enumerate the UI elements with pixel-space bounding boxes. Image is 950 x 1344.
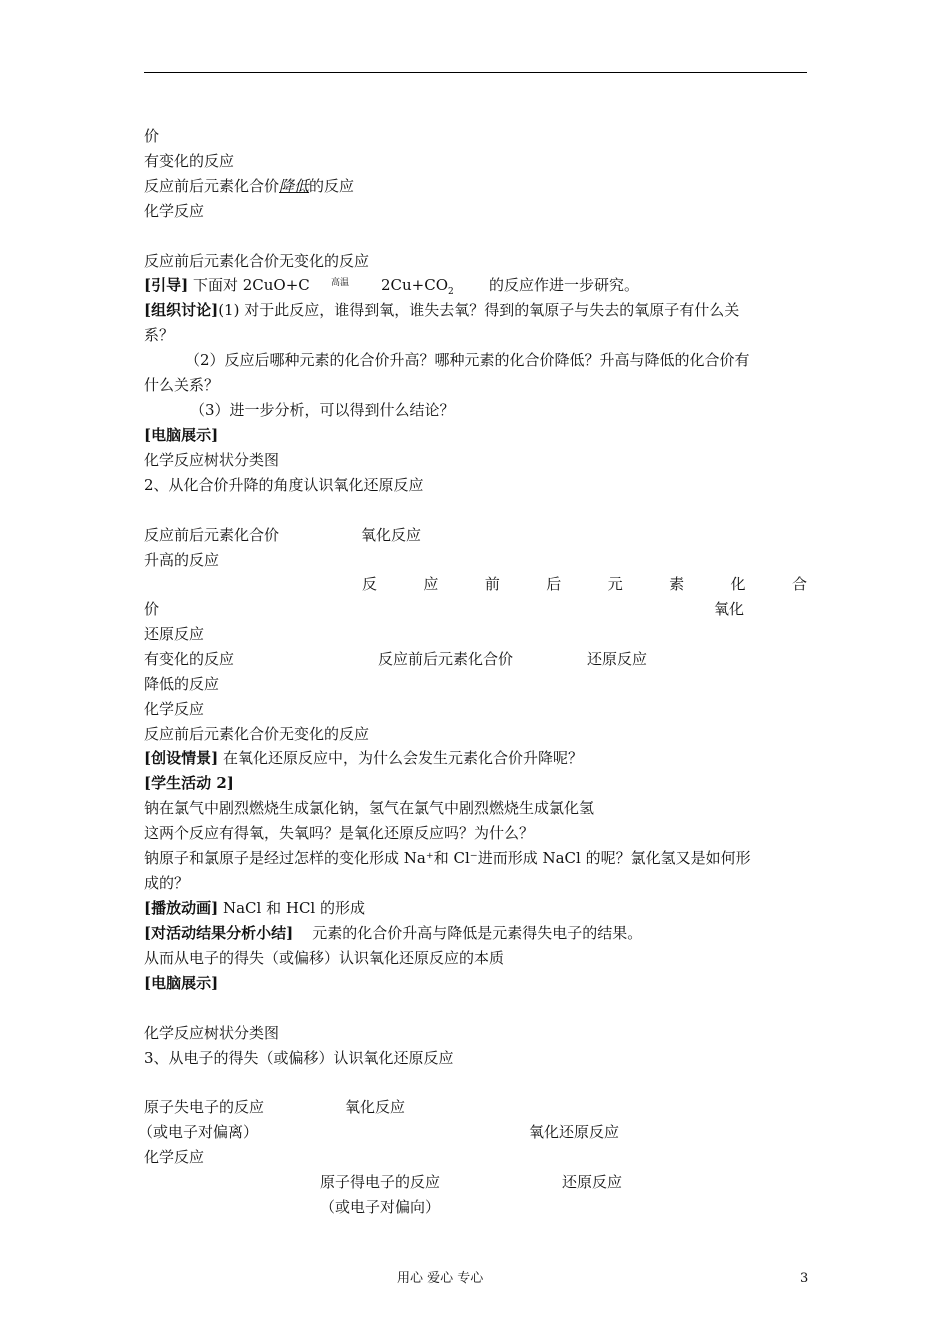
text-span: NaCl 和 HCl 的形成 — [222, 899, 365, 917]
text-line: （2）反应后哪种元素的化合价升高？哪种元素的化合价降低？升高与降低的化合价有 — [185, 351, 750, 369]
animation-line — [144, 898, 365, 918]
text-line: 的反应作进一步研究。 — [489, 276, 640, 294]
page-number: 3 — [800, 1271, 809, 1286]
char: 后 — [546, 575, 562, 593]
text-line: 还原反应 — [144, 625, 205, 643]
emphasized-word: 降低 — [279, 177, 310, 195]
justified-line — [362, 574, 807, 594]
text-span: 元素的化合价升高与降低是元素得失电子的结果。 — [312, 924, 643, 942]
text-line: 化学反应 — [144, 202, 205, 220]
section-tag: [电脑展示] — [144, 426, 219, 444]
text-line: 价 — [144, 127, 160, 145]
char: 化 — [730, 575, 746, 593]
section-tag: [播放动画] — [144, 899, 219, 917]
text-span: 下面对 2CuO+C — [192, 276, 310, 294]
text-line: （3）进一步分析，可以得到什么结论？ — [190, 401, 455, 419]
text-line: 2、从化合价升降的角度认识氧化还原反应 — [144, 476, 424, 494]
scenario-line — [144, 748, 583, 768]
char: 应 — [423, 575, 439, 593]
text-span: (1) 对于此反应，谁得到氧，谁失去氧？得到的氧原子与失去的氧原子有什么关 — [218, 301, 740, 319]
section-tag: [组织讨论] — [144, 301, 219, 319]
text-line: 有变化的反应 — [144, 152, 235, 170]
reaction-condition: 高温 — [331, 278, 350, 288]
text-line: 化学反应 — [144, 1148, 205, 1166]
text-line: 系？ — [144, 326, 175, 344]
char: 元 — [607, 575, 623, 593]
section-tag: [学生活动 2] — [144, 774, 234, 792]
text-line: 成的？ — [144, 874, 190, 892]
text-line: 价 — [144, 600, 160, 618]
section-tag: [对活动结果分析小结] — [144, 924, 294, 942]
text-line: 反应前后元素化合价 — [144, 526, 280, 544]
text-line: 氧化反应 — [361, 526, 422, 544]
text-line: 钠在氯气中剧烈燃烧生成氯化钠，氢气在氯气中剧烈燃烧生成氯化氢 — [144, 799, 595, 817]
char: 反 — [362, 575, 378, 593]
text-line: 3、从电子的得失（或偏移）认识氧化还原反应 — [144, 1049, 454, 1067]
text-line: 氧化 — [714, 600, 745, 618]
text-line: 什么关系？ — [144, 376, 220, 394]
text-line: 钠原子和氯原子是经过怎样的变化形成 Na⁺和 Cl⁻进而形成 NaCl 的呢？氯化氢又是如何形 — [144, 849, 751, 867]
text-line: 化学反应树状分类图 — [144, 1024, 280, 1042]
text-line: 有变化的反应 — [144, 650, 235, 668]
text-line: 反应前后元素化合价无变化的反应 — [144, 725, 370, 743]
section-tag: [电脑展示] — [144, 974, 219, 992]
text-span: 2Cu+CO — [381, 276, 449, 294]
text-line: 原子失电子的反应 — [144, 1098, 265, 1116]
text-line: 反应前后元素化合价无变化的反应 — [144, 252, 370, 270]
text-line: 还原反应 — [562, 1173, 623, 1191]
section-tag: [创设情景] — [144, 749, 219, 767]
text-line: 氧化反应 — [345, 1098, 406, 1116]
subscript: 2 — [448, 287, 454, 297]
text-span: 反应前后元素化合价 — [144, 177, 280, 195]
discussion-line — [144, 300, 739, 320]
text-line: （或电子对偏离） — [138, 1123, 259, 1141]
text-line: 还原反应 — [587, 650, 648, 668]
text-line: 氧化还原反应 — [529, 1123, 620, 1141]
header-rule — [144, 72, 807, 73]
char: 素 — [669, 575, 685, 593]
summary-line — [144, 923, 642, 943]
text-line: 从而从电子的得失（或偏移）认识氧化还原反应的本质 — [144, 949, 505, 967]
section-tag: [引导] — [144, 276, 189, 294]
guide-line — [144, 275, 310, 295]
text-line: 这两个反应有得氧，失氧吗？是氧化还原反应吗？为什么？ — [144, 824, 535, 842]
page-footer: 用心 爱心 专心 — [397, 1271, 484, 1286]
char: 合 — [791, 575, 807, 593]
reaction-products — [381, 275, 454, 302]
text-line: （或电子对偏向） — [320, 1198, 441, 1216]
text-line: 原子得电子的反应 — [320, 1173, 441, 1191]
text-span: 在氧化还原反应中，为什么会发生元素化合价升降呢？ — [222, 749, 583, 767]
text-span: 的反应 — [309, 177, 355, 195]
text-line: 降低的反应 — [144, 675, 220, 693]
text-line — [144, 176, 354, 196]
text-line: 化学反应树状分类图 — [144, 451, 280, 469]
text-line: 化学反应 — [144, 700, 205, 718]
char: 前 — [484, 575, 500, 593]
text-line: 升高的反应 — [144, 551, 220, 569]
text-line: 反应前后元素化合价 — [378, 650, 514, 668]
